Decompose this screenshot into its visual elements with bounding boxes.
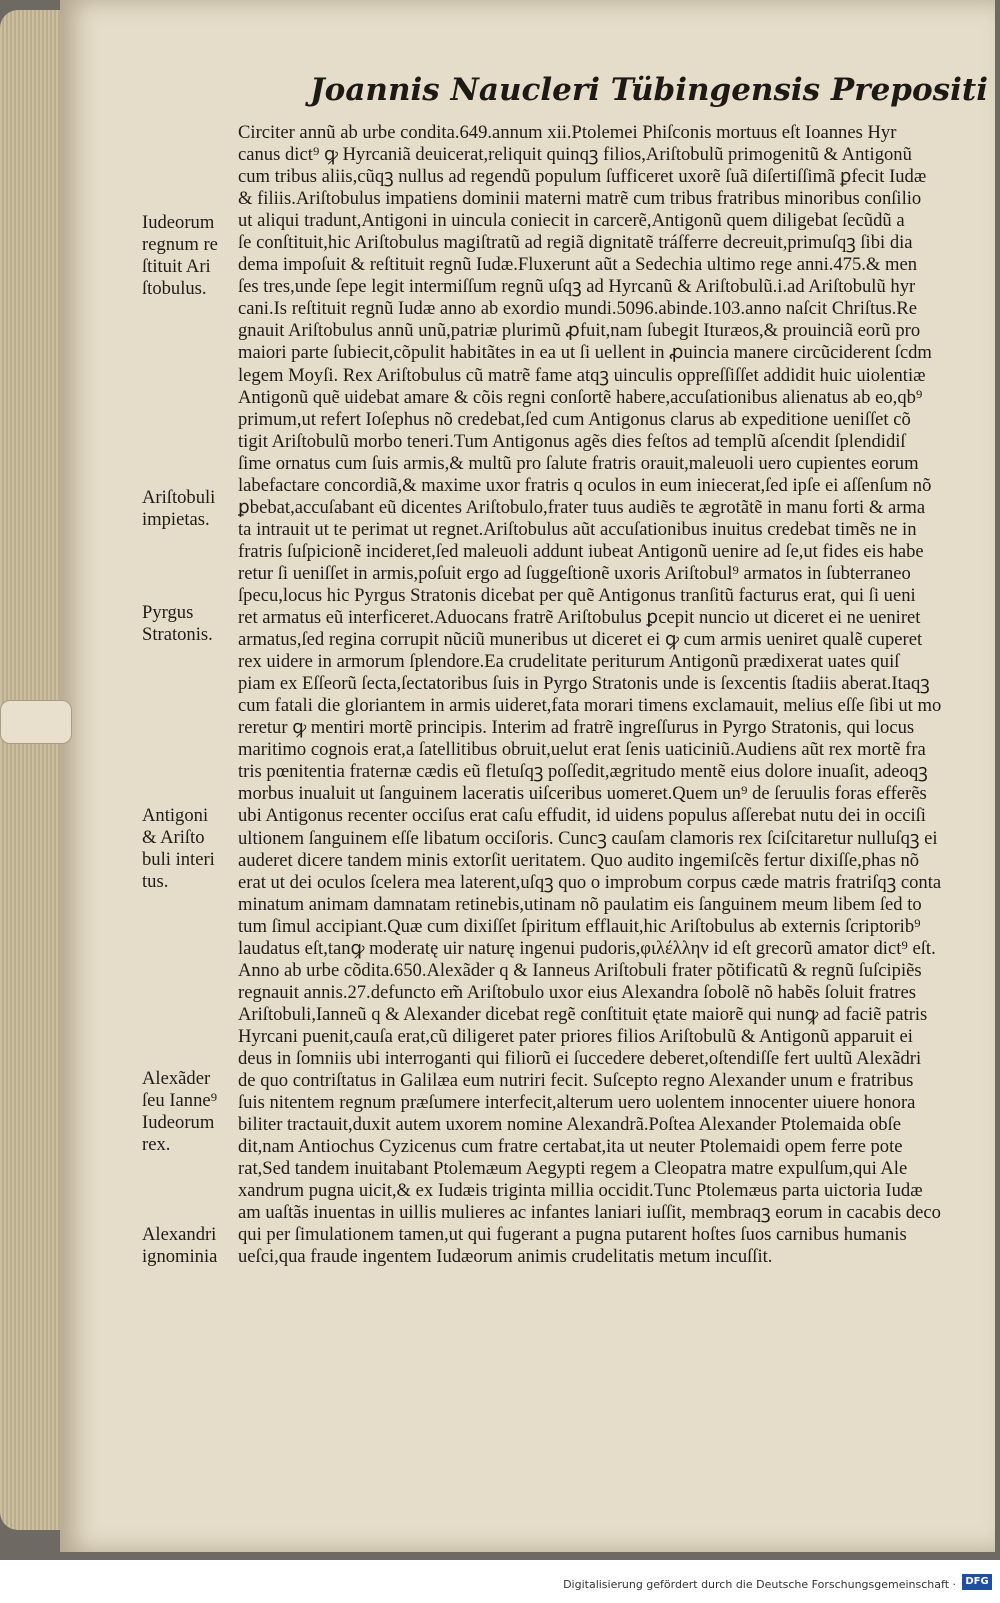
main-text xyxy=(238,122,960,1268)
text-line: retur ſi ueniſſet in armis,poſuit ergo ad ſuggeſtionẽ uxoris Ariſtobul⁹ armatos in ſubterraneo xyxy=(238,562,911,584)
text-line: tum ſimul accipiant.Quæ cum dixiſſet ſpiritum efflauit,hic Ariſtobulus ab externis ſcriptorib⁹ xyxy=(238,915,921,937)
text-line: ta intrauit ut te perimat ut regnet.Ariſtobulus aũt accuſationibus inuitus credebat timẽs ne in xyxy=(238,518,917,540)
text-line: maritimo cognois erat,a ſatellitibus obruit,uelut erat ſenis uaticiniũ.Audiens aũt rex mortẽ fra xyxy=(238,739,926,761)
text-line: Antigonũ quẽ uidebat amare & cõis regni conſortẽ habere,accuſationibus alienatus ab eo,qb⁹ xyxy=(238,386,923,408)
marginal-note xyxy=(142,1068,242,1156)
text-line: labefactare concordiã,& maxime uxor fratris q oculos in eum iniecerat,ſed ipſe ei aſſenſum nõ xyxy=(238,474,932,496)
text-line: Ariſtobuli,Ianneũ q & Alexander dicebat regẽ conſtituit ętate maiorẽ qui nunꝙ ad faciẽ patris xyxy=(238,1003,928,1025)
marginal-note-line: impietas. xyxy=(142,509,210,531)
text-line: ret armatus eũ interficeret.Aduocans fratrẽ Ariſtobulus ꝑcepit nuncio ut diceret ei ne ueniret xyxy=(238,607,921,629)
text-line: xandrum pugna uicit,& ex Iudæis triginta millia occidit.Tunc Ptolemæus parta uictoria Iudæ xyxy=(238,1180,923,1202)
text-line: Anno ab urbe cõdita.650.Alexãder q & Ianneus Ariſtobuli frater põtificatũ & regnũ ſuſcipiẽs xyxy=(238,959,922,981)
text-line: rat,Sed tandem inuitabant Ptolemæum Aegypti regem a Cleopatra matre expulſum,qui Ale xyxy=(238,1158,908,1180)
marginal-note-line: tus. xyxy=(142,871,169,893)
marginal-note-line: Stratonis. xyxy=(142,624,213,646)
book-clasp xyxy=(0,700,72,744)
marginal-note-line: rex. xyxy=(142,1134,171,1156)
text-line: am uaſtãs inuentas in uillis mulieres ac infantes laniari iuſſit, membraqꝫ eorum in cacabis deco xyxy=(238,1202,941,1224)
marginal-note-line: ſeu Ianne⁹ xyxy=(142,1090,218,1112)
text-line: ſpecu,locus hic Pyrgus Stratonis dicebat per quẽ Antigonus tranſitũ facturus erat, qui ſi ueni xyxy=(238,584,916,606)
text-line: canus dict⁹ ꝙ Hyrcaniã deuicerat,reliquit quinqꝫ filios,Ariſtobulũ primogenitũ & Antigonũ xyxy=(238,144,912,166)
text-line: legem Moyſi. Rex Ariſtobulus cũ matrẽ fame atqꝫ uinculis oppreſſiſſet addidit huic uiolentiæ xyxy=(238,364,926,386)
marginal-note-line: ignominia xyxy=(142,1246,218,1268)
text-line: ꝑbebat,accuſabant eũ dicentes Ariſtobulo,frater tuus audiẽs te ægrotãtẽ in manu forti & arma xyxy=(238,496,926,518)
marginal-note-line: Antigoni xyxy=(142,805,209,826)
text-line: rex uidere in armorum ſplendore.Ea crudelitate periturum Antigonũ prædixerat uates quiſ xyxy=(238,651,900,673)
text-line: maiori parte ſubiecit,cõpulit habitãtes in ea ut ſi uellent in ꝓuincia manere circũciderent ſcdm xyxy=(238,342,932,364)
text-line: regnauit annis.27.defuncto em̃ Ariſtobulo uxor eius Alexandra ſobolẽ nõ habẽs ſoluit fratres xyxy=(238,981,916,1003)
text-line: ſuis nitentem regnum præſumere interfecit,alterum uero uolentem innocenter uiuere honora xyxy=(238,1092,916,1114)
marginal-note-line: regnum re xyxy=(142,234,218,256)
marginal-note xyxy=(142,602,242,646)
text-line: tris pœnitentia fraternæ cædis eũ fletuſqꝫ poſſedit,ægritudo mentẽ eius dolore inuaſit, adeoqꝫ xyxy=(238,761,928,783)
text-line: reretur ꝙ mentiri mortẽ principis. Interim ad fratrẽ ingreſſurus in Pyrgo Stratonis, qui locus xyxy=(238,717,915,739)
marginal-note-line: ſtobulus. xyxy=(142,278,207,300)
text-line: ultionem ſanguinem eſſe libatum occiſoris. Cuncꝫ cauſam clamoris rex ſciſcitaretur nulluſqꝫ ei xyxy=(238,827,938,849)
marginal-note-line: buli interi xyxy=(142,849,215,871)
marginal-note-line: Iudeorum xyxy=(142,1112,215,1134)
marginal-note-line: Pyrgus xyxy=(142,602,194,623)
text-line: ut aliqui tradunt,Antigoni in uincula coniecit in carcerẽ,Antigonũ quem diligebat ſecũdũ a xyxy=(238,210,905,232)
text-line: cum tribus aliis,cũqꝫ nullus ad regendũ populum ſufficeret uxorẽ ſuã diſertiſſimã ꝑfecit Iudæ xyxy=(238,166,927,188)
text-line: dit,nam Antiochus Cyzicenus cum fratre certabat,ita ut neuter Ptolemaidi opem ferre pote xyxy=(238,1136,903,1158)
marginal-note-line: Alexandri xyxy=(142,1224,217,1245)
text-line: erat ut dei oculos ſcelera mea laterent,uſqꝫ quo o improbum corpus cæde matris fratriſqꝫ conta xyxy=(238,871,942,893)
text-line: laudatus eſt,tanꝙ moderatę uir naturę ingenui pudoris,φιλέλλην id eſt grecorũ amator dict⁹ eſt. xyxy=(238,937,936,959)
text-line: de quo contriſtatus in Galilæa eum nutriri fecit. Suſcepto regno Alexander unum e fratribus xyxy=(238,1070,914,1092)
text-line: ueſci,qua fraude ingentem Iudæorum animis crudelitatis metum incuſſit. xyxy=(238,1246,773,1268)
text-line: tigit Ariſtobulũ morbo teneri.Tum Antigonus agẽs dies feſtos ad templũ aſcendit ſplendidiſ xyxy=(238,430,906,452)
marginal-note xyxy=(142,1224,242,1268)
text-line: biliter tractauit,duxit autem uxorem nomine Alexandrã.Poſtea Alexander Ptolemaida obſe xyxy=(238,1114,901,1136)
marginal-note-line: Iudeorum xyxy=(142,212,215,233)
text-line: ſes tres,unde ſepe legit intermiſſum regnũ uſqꝫ ad Hyrcanũ & Ariſtobulũ.i.ad Ariſtobulũ hyr xyxy=(238,276,916,298)
text-line: fratris ſuſpicionẽ incideret,ſed maleuoli addunt iubeat Antigonũ uenire ad ſe,ut fides eis habe xyxy=(238,540,924,562)
text-line: ſime ornatus cum ſuis armis,& multũ pro ſalute fratris orauit,maleuoli uero cupientes eorum xyxy=(238,452,919,474)
text-line: piam ex Eſſeorũ ſecta,ſectatoribus ſuis in Pyrgo Stratonis unde is ſexcentis ſtadiis aberat.Itaqꝫ xyxy=(238,673,930,695)
footer-credit: Digitalisierung gefördert durch die Deutsche Forschungsgemeinschaft · xyxy=(563,1578,956,1591)
marginal-note-line: Alexãder xyxy=(142,1068,211,1089)
marginal-note-line: Ariſtobuli xyxy=(142,487,216,508)
text-line: armatus,ſed regina corrupit nũciũ muneribus ut diceret ei ꝙ cum armis ueniret qualẽ cuperet xyxy=(238,629,923,651)
text-line: dema impoſuit & reſtituit regnũ Iudæ.Fluxerunt aũt a Sedechia ultimo rege anni.475.& men xyxy=(238,254,918,276)
marginal-note xyxy=(142,212,242,300)
marginal-note xyxy=(142,487,242,531)
text-line: primum,ut refert Ioſephus nõ credebat,ſed cum Antigonus clarus ab expeditione ueniſſet cõ xyxy=(238,408,911,430)
text-line: cani.Is reſtituit regnũ Iudæ anno ab exordio mundi.5096.abinde.103.anno naſcit Chriſtus.Re xyxy=(238,298,918,320)
text-line: gnauit Ariſtobulus annũ unũ,patriæ plurimũ ꝓfuit,nam ſubegit Ituræos,& prouinciã eorũ pro xyxy=(238,320,921,342)
running-head: Joannis Naucleri Tübingensis Prepositi xyxy=(310,72,988,108)
text-line: auderet dicere tandem minis extorſit ueritatem. Quo audito ingemiſcẽs fertur dixiſſe,phas nõ xyxy=(238,849,920,871)
text-line: Hyrcani puenit,cauſa erat,cũ diligeret pater priores filios Ariſtobulũ & Antigonũ apparuit ei xyxy=(238,1025,913,1047)
text-line: & filiis.Ariſtobulus impatiens dominii materni matrẽ cum tribus fratribus minoribus conſilio xyxy=(238,188,922,210)
marginal-note-line: ſtituit Ari xyxy=(142,256,211,278)
marginal-note xyxy=(142,805,242,893)
text-line: ſe conſtituit,hic Ariſtobulus magiſtratũ ad regiã dignitatẽ tráſferre decreuit,primuſqꝫ ſibi dia xyxy=(238,232,913,254)
text-line: morbus inualuit ut ſanguinem laceratis uiſceribus uomeret.Quem un⁹ de ſeruulis foras efferẽs xyxy=(238,783,927,805)
marginal-note-line: & Ariſto xyxy=(142,827,205,849)
text-line: qui per ſimulationem tamen,ut qui fugerant a pugna putarent hoſtes ſuos carnibus humanis xyxy=(238,1224,907,1246)
text-line: ubi Antigonus recenter occiſus erat caſu effudit, id uidens populus aſſerebat nutu dei in occiſi xyxy=(238,805,926,827)
text-line: Circiter annũ ab urbe condita.649.annum xii.Ptolemei Phiſconis mortuus eſt Ioannes Hyr xyxy=(238,122,897,143)
text-line: deus in ſomniis ubi interroganti qui filiorũ ei ſuccedere deberet,oſtendiſſe fert uultũ Alexãdri xyxy=(238,1047,922,1069)
dfg-logo: DFG xyxy=(962,1574,992,1590)
text-line: minatum animam damnatam retinebis,utinam nõ paulatim eis ſanguinem meum libem ſed to xyxy=(238,893,922,915)
text-line: cum fatali die gloriantem in armis uideret,fata morari timens exclamauit, melius eſſe ſibi ut mo xyxy=(238,695,942,717)
